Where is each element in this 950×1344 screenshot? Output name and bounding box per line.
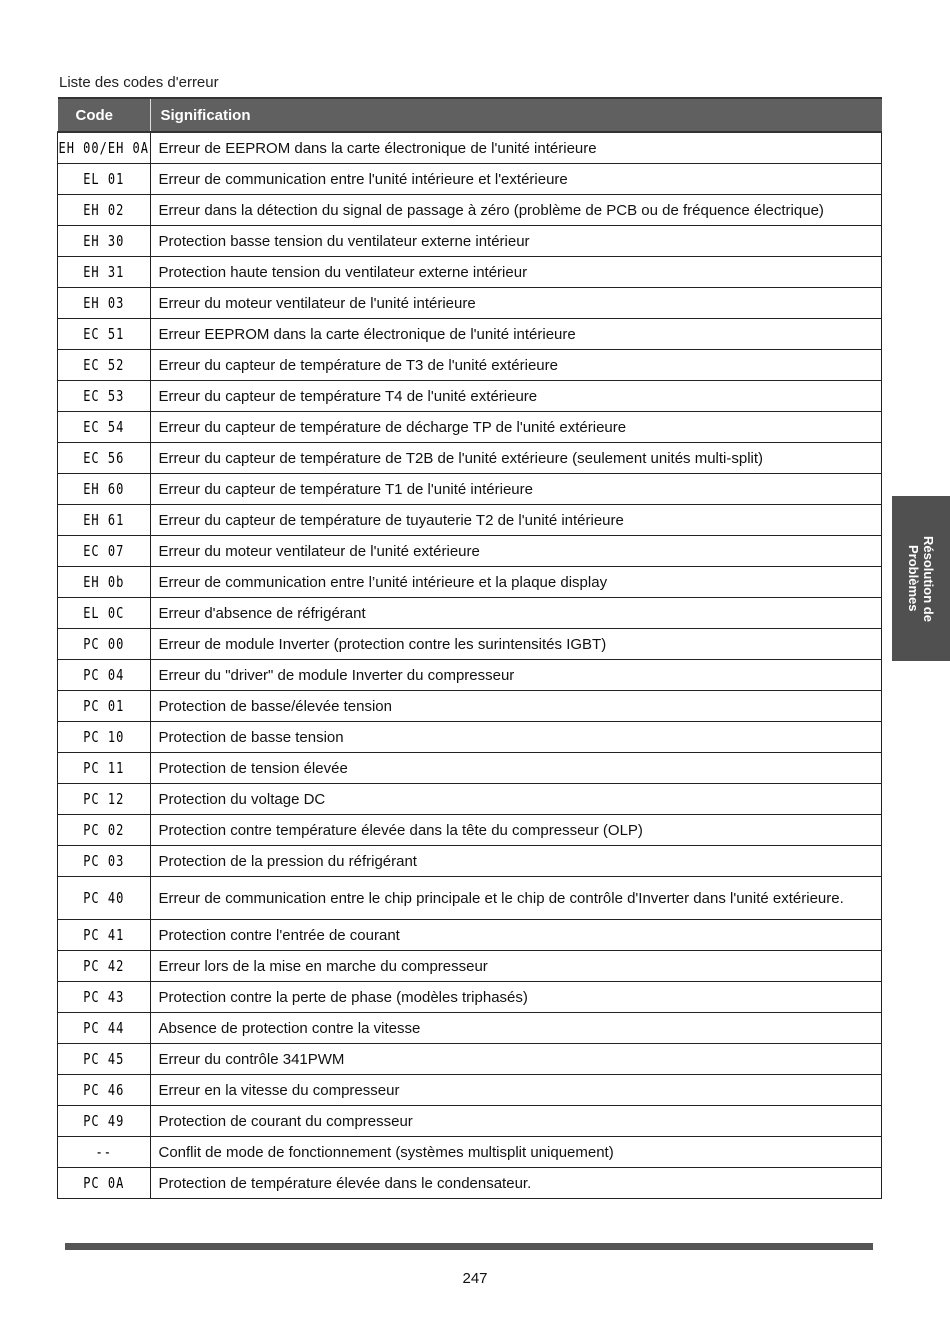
error-meaning-cell: Protection haute tension du ventilateur externe intérieur: [150, 257, 882, 288]
error-meaning-cell: Protection de la pression du réfrigérant: [150, 846, 882, 877]
section-side-tab-label: Résolution de Problèmes: [906, 535, 936, 622]
table-row: [58, 412, 882, 443]
error-meaning-cell: Protection de température élevée dans le condensateur.: [150, 1168, 882, 1199]
table-row: [58, 536, 882, 567]
error-meaning-cell: Erreur d'absence de réfrigérant: [150, 598, 882, 629]
table-row: [58, 629, 882, 660]
table-row: [58, 132, 882, 164]
error-meaning-cell: Erreur dans la détection du signal de passage à zéro (problème de PCB ou de fréquence électrique): [150, 195, 882, 226]
error-code-cell: EC 54: [58, 408, 151, 447]
error-code-cell: PC 10: [58, 718, 151, 757]
error-meaning-cell: Absence de protection contre la vitesse: [150, 1013, 882, 1044]
table-row: [58, 982, 882, 1013]
table-row: [58, 691, 882, 722]
table-row: [58, 920, 882, 951]
error-code-cell: PC 02: [58, 811, 151, 850]
error-code-cell: --: [58, 1133, 151, 1172]
error-code-cell: EH 30: [58, 222, 151, 261]
error-code-cell: EH 60: [58, 470, 151, 509]
table-row: [58, 815, 882, 846]
error-meaning-cell: Erreur du contrôle 341PWM: [150, 1044, 882, 1075]
error-code-cell: PC 40: [58, 871, 151, 925]
error-code-cell: PC 45: [58, 1040, 151, 1079]
error-meaning-cell: Erreur du capteur de température de T2B de l'unité extérieure (seulement unités multi-split): [150, 443, 882, 474]
table-row: [58, 1106, 882, 1137]
table-row: [58, 567, 882, 598]
error-code-cell: PC 46: [58, 1071, 151, 1110]
error-meaning-cell: Erreur du moteur ventilateur de l'unité intérieure: [150, 288, 882, 319]
error-code-cell: EC 52: [58, 346, 151, 385]
table-row: [58, 951, 882, 982]
table-row: [58, 288, 882, 319]
error-code-cell: EH 61: [58, 501, 151, 540]
table-row: [58, 474, 882, 505]
error-codes-table: [57, 97, 882, 1199]
footer-divider: [65, 1243, 873, 1250]
error-code-cell: PC 42: [58, 947, 151, 986]
error-meaning-cell: Erreur de module Inverter (protection contre les surintensités IGBT): [150, 629, 882, 660]
table-row: [58, 753, 882, 784]
error-meaning-cell: Erreur lors de la mise en marche du compresseur: [150, 951, 882, 982]
error-meaning-cell: Protection contre la perte de phase (modèles triphasés): [150, 982, 882, 1013]
error-code-cell: PC 04: [58, 656, 151, 695]
error-code-cell: PC 49: [58, 1102, 151, 1141]
table-row: [58, 195, 882, 226]
table-row: [58, 1137, 882, 1168]
error-meaning-cell: Erreur de communication entre l'unité intérieure et l'extérieure: [150, 164, 882, 195]
table-row: [58, 164, 882, 195]
table-header-row: [58, 98, 882, 132]
error-code-cell: PC 00: [58, 625, 151, 664]
table-body: [58, 132, 882, 1199]
table-row: [58, 350, 882, 381]
table-row: [58, 443, 882, 474]
section-side-tab[interactable]: [892, 496, 950, 661]
column-header-meaning: Signification: [150, 98, 882, 132]
error-code-cell: PC 01: [58, 687, 151, 726]
error-meaning-cell: Erreur de communication entre l’unité intérieure et la plaque display: [150, 567, 882, 598]
error-code-cell: PC 03: [58, 842, 151, 881]
error-code-cell: EL 01: [58, 160, 151, 199]
error-meaning-cell: Erreur en la vitesse du compresseur: [150, 1075, 882, 1106]
error-meaning-cell: Protection basse tension du ventilateur externe intérieur: [150, 226, 882, 257]
error-meaning-cell: Protection contre l'entrée de courant: [150, 920, 882, 951]
error-meaning-cell: Erreur du capteur de température de décharge TP de l'unité extérieure: [150, 412, 882, 443]
table-row: [58, 226, 882, 257]
error-meaning-cell: Conflit de mode de fonctionnement (systèmes multisplit uniquement): [150, 1137, 882, 1168]
error-meaning-cell: Protection de basse/élevée tension: [150, 691, 882, 722]
error-meaning-cell: Erreur du capteur de température de tuyauterie T2 de l'unité intérieure: [150, 505, 882, 536]
table-row: [58, 598, 882, 629]
table-row: [58, 381, 882, 412]
error-code-cell: PC 43: [58, 978, 151, 1017]
error-code-cell: PC 0A: [58, 1164, 151, 1203]
table-row: [58, 319, 882, 350]
error-code-cell: PC 12: [58, 780, 151, 819]
error-code-cell: PC 44: [58, 1009, 151, 1048]
error-code-cell: EH 03: [58, 284, 151, 323]
table-caption: Liste des codes d'erreur: [59, 74, 219, 91]
table-row: [58, 846, 882, 877]
error-meaning-cell: Erreur du moteur ventilateur de l'unité extérieure: [150, 536, 882, 567]
error-meaning-cell: Erreur de EEPROM dans la carte électronique de l'unité intérieure: [150, 132, 882, 164]
page-number: 247: [462, 1270, 488, 1287]
table-row: [58, 505, 882, 536]
error-meaning-cell: Erreur EEPROM dans la carte électronique de l'unité intérieure: [150, 319, 882, 350]
error-code-cell: EH 0b: [58, 563, 151, 602]
error-meaning-cell: Protection du voltage DC: [150, 784, 882, 815]
error-code-cell: EH 00/EH 0A: [58, 128, 151, 167]
error-code-cell: EC 51: [58, 315, 151, 354]
error-meaning-cell: Protection de courant du compresseur: [150, 1106, 882, 1137]
error-meaning-cell: Erreur du capteur de température T1 de l'unité intérieure: [150, 474, 882, 505]
error-meaning-cell: Erreur du "driver" de module Inverter du compresseur: [150, 660, 882, 691]
error-meaning-cell: Erreur de communication entre le chip principale et le chip de contrôle d'Inverter dans l'unité extérieure.: [150, 877, 882, 920]
error-meaning-cell: Protection de basse tension: [150, 722, 882, 753]
table-row: [58, 1168, 882, 1199]
error-code-cell: EH 02: [58, 191, 151, 230]
table-row: [58, 257, 882, 288]
table-row: [58, 1013, 882, 1044]
error-code-cell: EC 56: [58, 439, 151, 478]
error-code-cell: EL 0C: [58, 594, 151, 633]
error-meaning-cell: Erreur du capteur de température de T3 de l'unité extérieure: [150, 350, 882, 381]
table-row: [58, 660, 882, 691]
table-row: [58, 722, 882, 753]
error-meaning-cell: Erreur du capteur de température T4 de l'unité extérieure: [150, 381, 882, 412]
error-code-cell: PC 41: [58, 916, 151, 955]
table-row: [58, 1044, 882, 1075]
error-code-cell: PC 11: [58, 749, 151, 788]
table-row: [58, 1075, 882, 1106]
table-row: [58, 784, 882, 815]
error-meaning-cell: Protection contre température élevée dans la tête du compresseur (OLP): [150, 815, 882, 846]
table-row: [58, 877, 882, 920]
error-code-cell: EH 31: [58, 253, 151, 292]
error-code-cell: EC 07: [58, 532, 151, 571]
column-header-code: Code: [58, 98, 151, 132]
error-meaning-cell: Protection de tension élevée: [150, 753, 882, 784]
error-code-cell: EC 53: [58, 377, 151, 416]
